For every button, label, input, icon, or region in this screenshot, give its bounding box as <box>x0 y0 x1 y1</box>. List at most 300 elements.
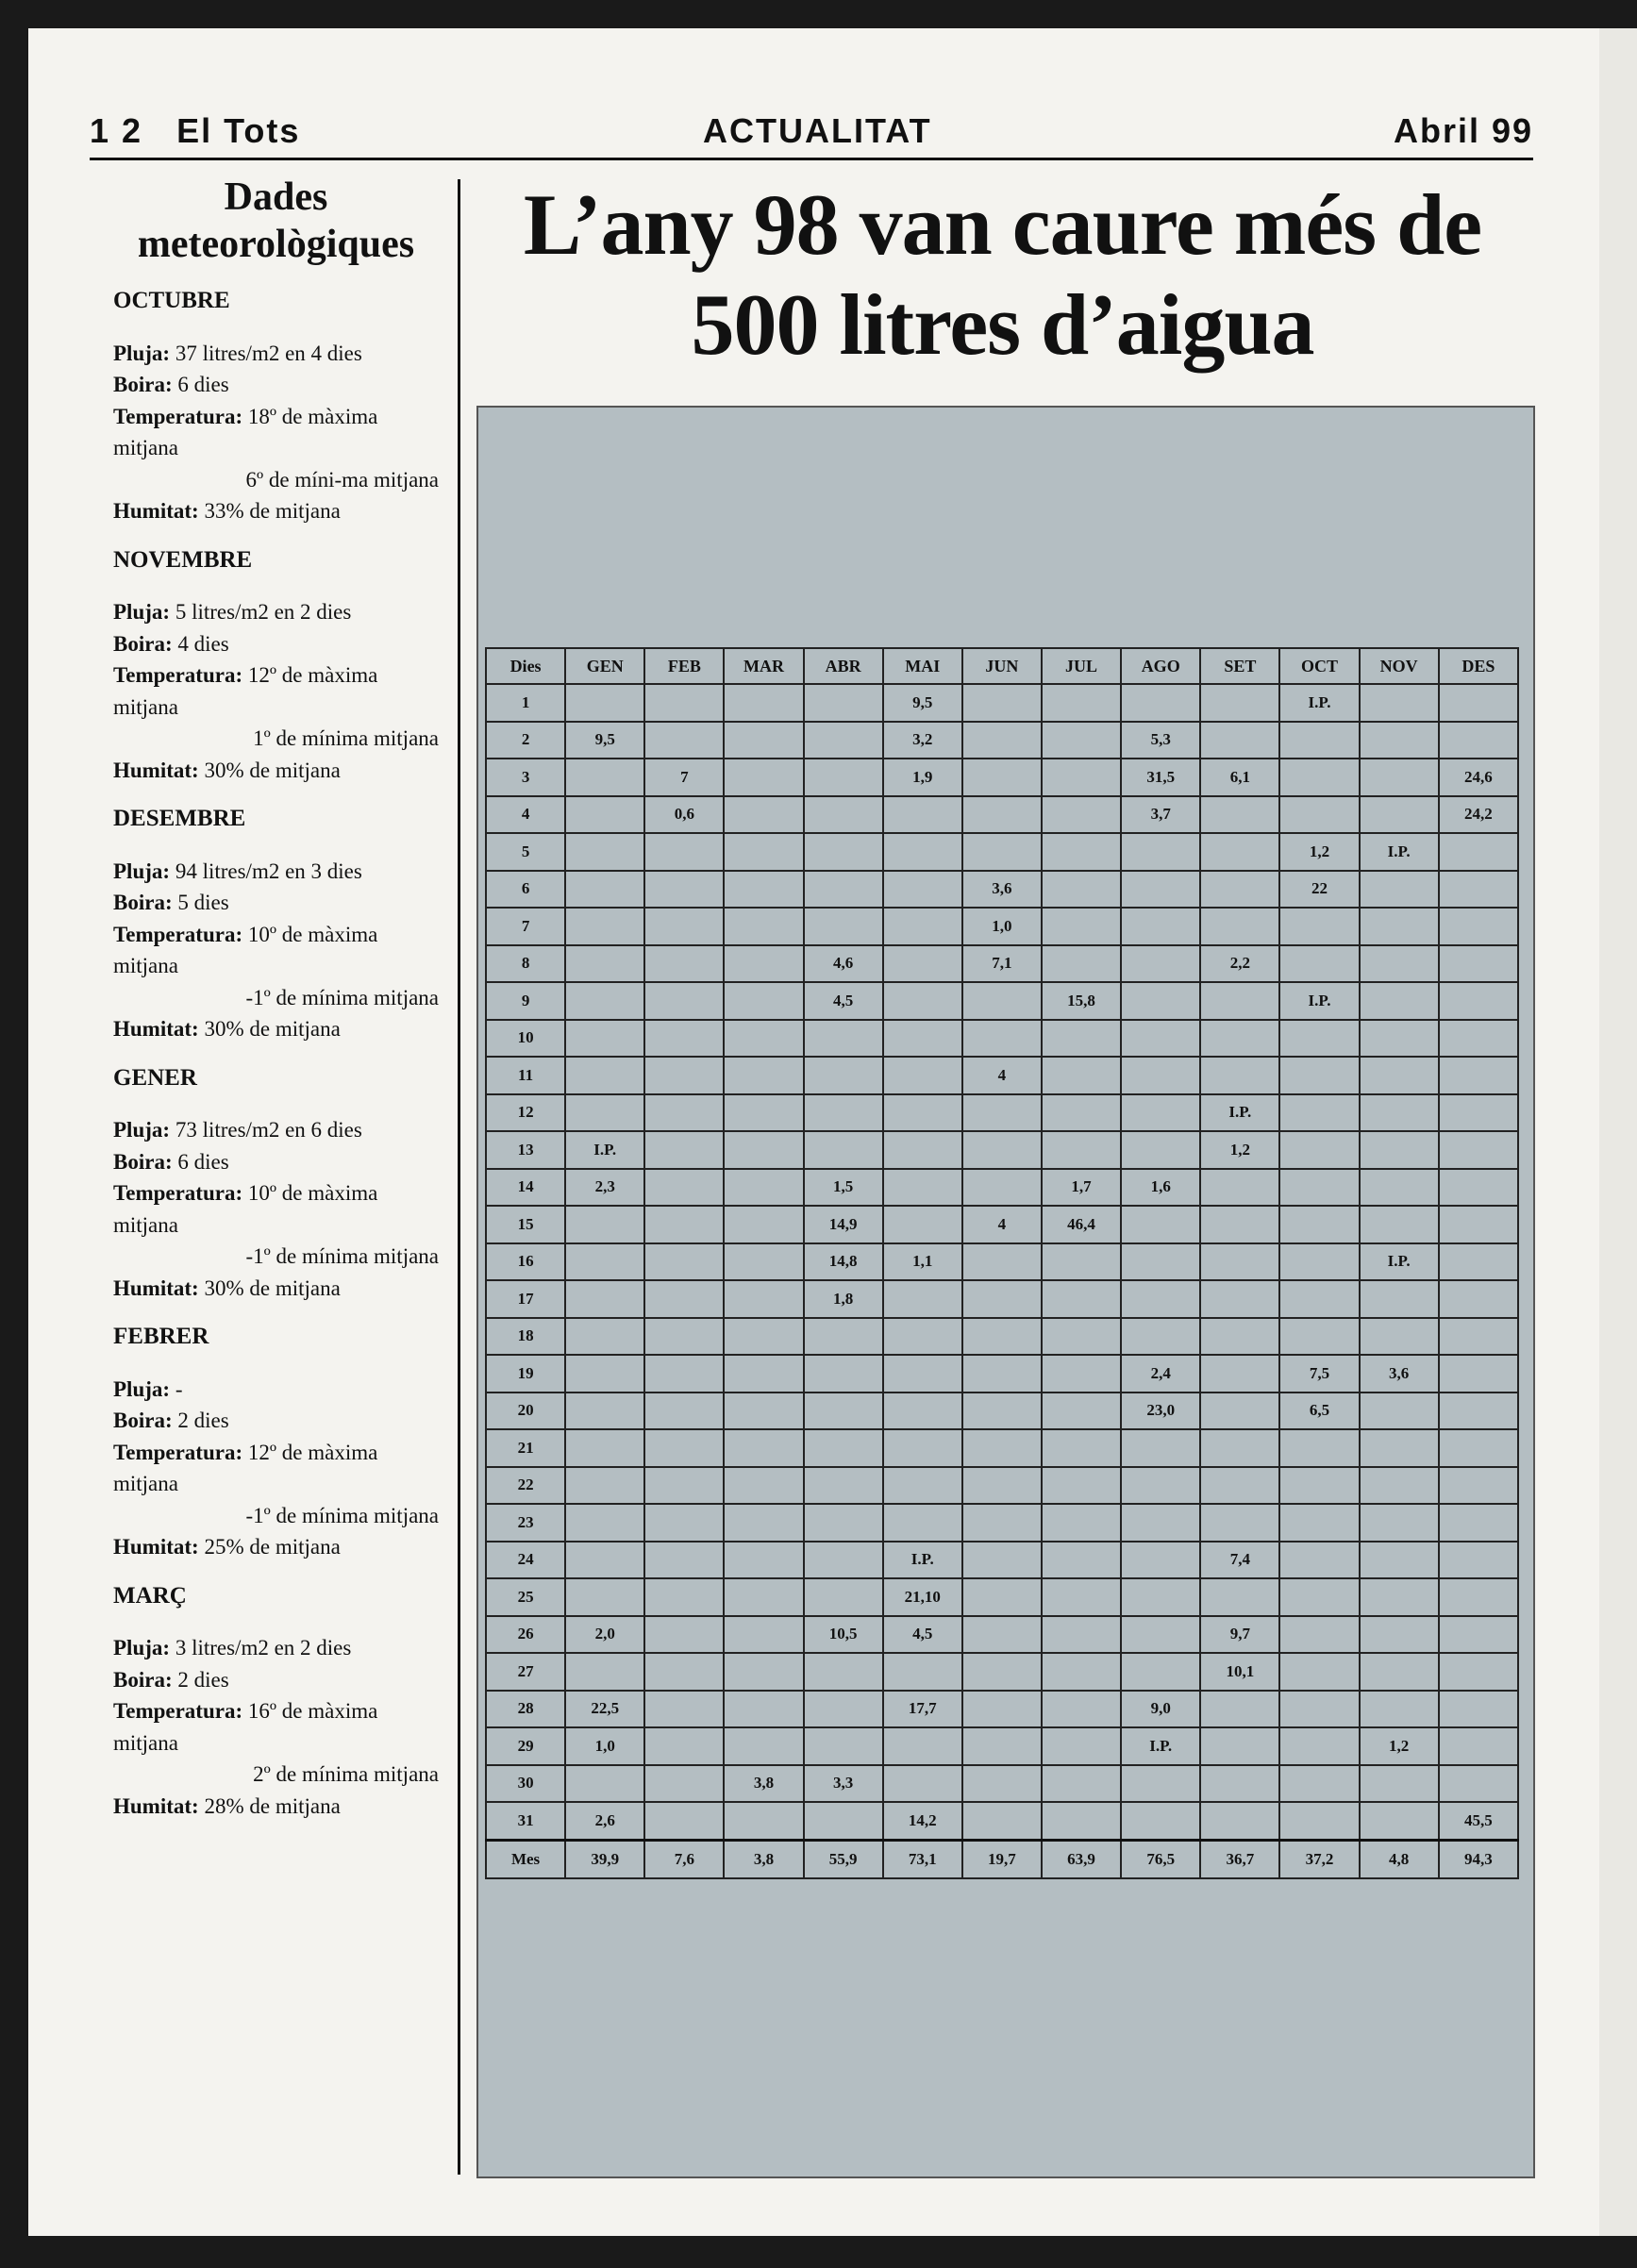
rain-cell <box>1200 908 1279 945</box>
rain-cell <box>962 1094 1042 1132</box>
rain-cell <box>1439 1727 1518 1765</box>
pluja-label: Pluja: <box>113 341 171 365</box>
rain-cell <box>962 1504 1042 1542</box>
rain-cell <box>1200 1802 1279 1840</box>
rain-cell <box>724 1131 803 1169</box>
rain-cell <box>1360 1280 1439 1318</box>
rain-cell <box>1042 1280 1121 1318</box>
rain-cell <box>1360 1467 1439 1505</box>
boira-label: Boira: <box>113 631 173 656</box>
rain-cell <box>883 796 962 834</box>
rain-cell <box>962 1765 1042 1803</box>
rain-cell <box>644 1467 724 1505</box>
pluja-line <box>113 856 439 888</box>
rain-cell <box>962 1691 1042 1728</box>
table-row <box>486 1355 1518 1392</box>
table-row <box>486 1392 1518 1430</box>
humitat-value: 30% de mitjana <box>204 1017 341 1041</box>
rain-cell <box>1042 1653 1121 1691</box>
day-cell: 15 <box>486 1206 565 1243</box>
column-header: JUL <box>1042 648 1121 684</box>
rain-cell <box>1121 684 1200 722</box>
rain-cell <box>962 982 1042 1020</box>
rain-cell <box>1360 722 1439 759</box>
rain-cell <box>1279 1467 1359 1505</box>
rain-cell <box>1042 1094 1121 1132</box>
rain-cell <box>1360 1429 1439 1467</box>
rain-cell <box>804 833 883 871</box>
month-name: OCTUBRE <box>113 288 230 313</box>
rain-cell <box>1121 1429 1200 1467</box>
page-number-and-publication <box>90 111 300 151</box>
rain-cell <box>565 1653 644 1691</box>
boira-value: 5 dies <box>177 891 229 914</box>
day-cell: 1 <box>486 684 565 722</box>
rain-cell <box>1200 1765 1279 1803</box>
rain-cell <box>1200 1169 1279 1207</box>
rain-cell <box>1200 1691 1279 1728</box>
boira-label: Boira: <box>113 1667 173 1692</box>
day-cell: 16 <box>486 1243 565 1281</box>
rain-cell <box>1439 1504 1518 1542</box>
rain-cell: 1,1 <box>883 1243 962 1281</box>
rain-cell <box>1042 1429 1121 1467</box>
month-total-cell: 7,6 <box>644 1840 724 1878</box>
rain-cell <box>724 1429 803 1467</box>
rain-cell: 3,3 <box>804 1765 883 1803</box>
rain-cell <box>1042 945 1121 983</box>
rain-cell <box>1439 1691 1518 1728</box>
boira-label: Boira: <box>113 1409 173 1432</box>
rain-cell <box>1200 1020 1279 1058</box>
rain-cell <box>565 1094 644 1132</box>
rain-cell <box>565 1206 644 1243</box>
temp-label: Temperatura: <box>113 1440 243 1464</box>
rain-cell: 0,6 <box>644 796 724 834</box>
month-total-cell: 19,7 <box>962 1840 1042 1878</box>
rain-cell <box>724 1057 803 1094</box>
rain-cell <box>1439 1542 1518 1579</box>
day-cell: 3 <box>486 759 565 796</box>
humitat-label: Humitat: <box>113 758 199 782</box>
day-cell: 17 <box>486 1280 565 1318</box>
rain-cell: 1,0 <box>962 908 1042 945</box>
month-name: NOVEMBRE <box>113 546 253 573</box>
rain-cell: I.P. <box>1279 684 1359 722</box>
rain-cell <box>1121 1467 1200 1505</box>
rainfall-table <box>485 647 1519 1879</box>
rain-cell: 31,5 <box>1121 759 1200 796</box>
totals-row <box>486 1840 1518 1878</box>
pluja-label: Pluja: <box>113 859 171 883</box>
rain-cell <box>1200 833 1279 871</box>
rain-cell <box>644 1392 724 1430</box>
boira-line <box>113 369 439 401</box>
column-header: SET <box>1200 648 1279 684</box>
rain-cell <box>804 1429 883 1467</box>
humitat-value: 25% de mitjana <box>204 1535 341 1559</box>
rain-cell: 3,6 <box>962 871 1042 909</box>
temp-max-line <box>113 919 439 982</box>
day-cell: 4 <box>486 796 565 834</box>
rain-cell <box>1121 1318 1200 1356</box>
temp-min-value: -1º de mínima mitjana <box>245 1503 439 1527</box>
rain-cell <box>804 1504 883 1542</box>
rain-cell <box>804 871 883 909</box>
rain-cell <box>724 1355 803 1392</box>
rain-cell <box>724 1318 803 1356</box>
rain-cell <box>883 871 962 909</box>
rain-cell <box>644 1206 724 1243</box>
rain-cell <box>565 908 644 945</box>
rain-cell <box>1439 684 1518 722</box>
rain-cell <box>1042 796 1121 834</box>
rain-cell <box>804 1727 883 1765</box>
temp-min-line <box>113 1759 439 1791</box>
rain-cell: 5,3 <box>1121 722 1200 759</box>
column-header: GEN <box>565 648 644 684</box>
day-cell: 10 <box>486 1020 565 1058</box>
rain-cell: 2,2 <box>1200 945 1279 983</box>
rain-cell <box>1200 1057 1279 1094</box>
temp-label: Temperatura: <box>113 1181 243 1205</box>
rain-cell <box>1439 833 1518 871</box>
rain-cell <box>962 833 1042 871</box>
rain-cell <box>644 684 724 722</box>
publication-name: El Tots <box>176 111 301 150</box>
month-total-cell: 37,2 <box>1279 1840 1359 1878</box>
rain-cell: 14,9 <box>804 1206 883 1243</box>
pluja-label: Pluja: <box>113 1636 171 1659</box>
page-number: 1 2 <box>90 111 143 150</box>
rain-cell <box>1360 684 1439 722</box>
rain-cell <box>1360 1020 1439 1058</box>
rain-cell <box>565 1504 644 1542</box>
rain-cell <box>1121 945 1200 983</box>
rain-cell <box>1279 1616 1359 1654</box>
table-row <box>486 1542 1518 1579</box>
rain-cell <box>1279 1542 1359 1579</box>
rain-cell <box>962 796 1042 834</box>
day-cell: 19 <box>486 1355 565 1392</box>
rain-cell <box>962 1280 1042 1318</box>
rain-cell <box>1200 722 1279 759</box>
rain-cell <box>1439 1280 1518 1318</box>
rain-cell <box>565 1392 644 1430</box>
rain-cell <box>1042 871 1121 909</box>
rain-cell <box>1042 833 1121 871</box>
column-header: MAR <box>724 648 803 684</box>
humitat-value: 33% de mitjana <box>204 499 341 523</box>
temp-max-line <box>113 659 439 723</box>
rain-cell <box>1279 1765 1359 1803</box>
day-cell: 5 <box>486 833 565 871</box>
rain-cell <box>1042 1802 1121 1840</box>
rain-cell: 17,7 <box>883 1691 962 1728</box>
rain-cell <box>1360 1578 1439 1616</box>
table-row <box>486 796 1518 834</box>
temp-max-value: 10º de màxima mitjana <box>113 922 378 977</box>
table-row <box>486 982 1518 1020</box>
day-cell: 25 <box>486 1578 565 1616</box>
rain-cell: 9,5 <box>565 722 644 759</box>
rain-cell: 45,5 <box>1439 1802 1518 1840</box>
rain-cell <box>883 982 962 1020</box>
rain-cell <box>1200 1504 1279 1542</box>
table-body <box>486 684 1518 1878</box>
rain-cell: 4,5 <box>804 982 883 1020</box>
rain-cell <box>1200 1467 1279 1505</box>
rain-cell <box>1121 1578 1200 1616</box>
day-cell: 27 <box>486 1653 565 1691</box>
column-header: FEB <box>644 648 724 684</box>
temp-min-value: 6º de míni-ma mitjana <box>245 467 439 492</box>
rain-cell: 22 <box>1279 871 1359 909</box>
pluja-line <box>113 338 439 370</box>
rain-cell <box>804 722 883 759</box>
rain-cell: I.P. <box>1200 1094 1279 1132</box>
rain-cell <box>1121 1280 1200 1318</box>
month-total-cell: 36,7 <box>1200 1840 1279 1878</box>
rain-cell <box>644 1020 724 1058</box>
rain-cell <box>565 759 644 796</box>
rain-cell <box>962 1727 1042 1765</box>
rain-cell <box>1439 1318 1518 1356</box>
rain-cell <box>724 945 803 983</box>
rain-cell <box>1360 759 1439 796</box>
table-row <box>486 1504 1518 1542</box>
rain-cell <box>804 796 883 834</box>
temp-min-value: 1º de mínima mitjana <box>253 726 439 750</box>
pluja-value: 5 litres/m2 en 2 dies <box>175 600 352 624</box>
day-cell: 26 <box>486 1616 565 1654</box>
rain-cell <box>1279 1057 1359 1094</box>
rain-cell <box>962 684 1042 722</box>
rain-cell: 46,4 <box>1042 1206 1121 1243</box>
rain-cell: 1,8 <box>804 1280 883 1318</box>
table-row <box>486 722 1518 759</box>
day-cell: 24 <box>486 1542 565 1579</box>
rain-cell <box>724 1243 803 1281</box>
humitat-line <box>113 755 439 787</box>
pluja-label: Pluja: <box>113 600 171 624</box>
day-cell: 21 <box>486 1429 565 1467</box>
boira-line <box>113 887 439 919</box>
rain-cell <box>724 1802 803 1840</box>
month-name: DESEMBRE <box>113 806 246 831</box>
rain-cell <box>804 1802 883 1840</box>
rain-cell <box>1042 1727 1121 1765</box>
humitat-line <box>113 1273 439 1305</box>
boira-label: Boira: <box>113 891 173 914</box>
rain-cell <box>962 1616 1042 1654</box>
rain-cell <box>1279 1504 1359 1542</box>
rain-cell <box>804 1653 883 1691</box>
table-row <box>486 1727 1518 1765</box>
month-total-cell: 4,8 <box>1360 1840 1439 1878</box>
rain-cell <box>724 1691 803 1728</box>
month-block <box>113 544 439 787</box>
temp-min-line <box>113 1500 439 1532</box>
totals-label: Mes <box>486 1840 565 1878</box>
rain-cell <box>962 1542 1042 1579</box>
rain-cell <box>724 1578 803 1616</box>
table-row <box>486 1020 1518 1058</box>
rain-cell: I.P. <box>883 1542 962 1579</box>
rain-cell <box>1042 1318 1121 1356</box>
humitat-label: Humitat: <box>113 499 199 523</box>
header-rule <box>90 158 1533 160</box>
rain-cell <box>1121 982 1200 1020</box>
day-cell: 29 <box>486 1727 565 1765</box>
rain-cell <box>1360 1169 1439 1207</box>
rain-cell <box>644 1131 724 1169</box>
table-row <box>486 833 1518 871</box>
day-cell: 14 <box>486 1169 565 1207</box>
rain-cell <box>1279 1318 1359 1356</box>
column-header: NOV <box>1360 648 1439 684</box>
rain-cell <box>1279 1578 1359 1616</box>
temp-label: Temperatura: <box>113 404 243 428</box>
rain-cell: 3,2 <box>883 722 962 759</box>
rain-cell <box>1279 722 1359 759</box>
rain-cell: 1,9 <box>883 759 962 796</box>
rain-cell <box>1360 871 1439 909</box>
rain-cell <box>644 1243 724 1281</box>
rain-cell <box>565 1429 644 1467</box>
rain-cell <box>644 1504 724 1542</box>
rain-cell <box>565 1020 644 1058</box>
rain-cell <box>1360 1131 1439 1169</box>
rain-cell <box>1042 1131 1121 1169</box>
day-cell: 11 <box>486 1057 565 1094</box>
rain-cell: 21,10 <box>883 1578 962 1616</box>
table-row <box>486 1691 1518 1728</box>
temp-max-value: 10º de màxima mitjana <box>113 1181 378 1237</box>
rain-cell <box>1279 1131 1359 1169</box>
rain-cell <box>1360 1094 1439 1132</box>
month-block <box>113 1062 439 1305</box>
rain-cell <box>1279 908 1359 945</box>
table-row <box>486 871 1518 909</box>
month-total-cell: 63,9 <box>1042 1840 1121 1878</box>
rain-cell <box>962 759 1042 796</box>
rain-cell <box>1200 1578 1279 1616</box>
rain-cell <box>1200 1243 1279 1281</box>
rain-cell: 7,4 <box>1200 1542 1279 1579</box>
rain-cell <box>1121 1542 1200 1579</box>
rain-cell <box>962 1392 1042 1430</box>
humitat-value: 30% de mitjana <box>204 1276 341 1300</box>
rain-cell <box>1439 871 1518 909</box>
pluja-value: - <box>175 1376 183 1401</box>
rain-cell <box>1279 1653 1359 1691</box>
pluja-line <box>113 1632 439 1664</box>
table-row <box>486 759 1518 796</box>
rain-cell <box>1042 1020 1121 1058</box>
rain-cell: 1,7 <box>1042 1169 1121 1207</box>
humitat-line <box>113 495 439 527</box>
rain-cell <box>724 1542 803 1579</box>
rain-cell: 3,6 <box>1360 1355 1439 1392</box>
rain-cell <box>1121 1057 1200 1094</box>
rain-cell <box>644 1355 724 1392</box>
rain-cell <box>1439 1392 1518 1430</box>
rain-cell <box>883 1020 962 1058</box>
month-block <box>113 1321 439 1563</box>
sidebar-title: Dades meteorològiques <box>137 175 415 266</box>
table-row <box>486 1765 1518 1803</box>
rain-cell: 10,1 <box>1200 1653 1279 1691</box>
rain-cell <box>1121 908 1200 945</box>
rain-cell: 3,8 <box>724 1765 803 1803</box>
rain-cell <box>883 1057 962 1094</box>
rain-cell: 24,6 <box>1439 759 1518 796</box>
rain-cell: 14,8 <box>804 1243 883 1281</box>
rain-cell <box>1360 1765 1439 1803</box>
day-cell: 13 <box>486 1131 565 1169</box>
rain-cell <box>1200 1355 1279 1392</box>
weather-sidebar <box>113 170 439 1822</box>
rain-cell <box>962 1169 1042 1207</box>
rain-cell <box>1360 1802 1439 1840</box>
rain-cell <box>565 1057 644 1094</box>
boira-value: 2 dies <box>177 1667 229 1692</box>
page-edge <box>1599 28 1637 2236</box>
rain-cell <box>883 908 962 945</box>
temp-max-line <box>113 1177 439 1241</box>
rain-cell <box>883 945 962 983</box>
humitat-label: Humitat: <box>113 1793 199 1818</box>
rain-cell: I.P. <box>565 1131 644 1169</box>
rain-cell <box>962 1802 1042 1840</box>
humitat-value: 30% de mitjana <box>204 758 341 782</box>
rain-cell <box>1439 1467 1518 1505</box>
rain-cell <box>565 1280 644 1318</box>
rain-cell <box>1439 1020 1518 1058</box>
month-name: FEBRER <box>113 1324 209 1349</box>
rain-cell <box>804 684 883 722</box>
day-cell: 31 <box>486 1802 565 1840</box>
rain-cell <box>1121 1765 1200 1803</box>
rain-cell <box>724 1169 803 1207</box>
rain-cell <box>724 1392 803 1430</box>
temp-min-value: -1º de mínima mitjana <box>245 1244 439 1268</box>
temp-label: Temperatura: <box>113 922 243 946</box>
rain-cell <box>1121 1020 1200 1058</box>
humitat-line <box>113 1013 439 1045</box>
rain-cell <box>644 1169 724 1207</box>
rain-cell <box>804 1542 883 1579</box>
rain-cell <box>644 871 724 909</box>
day-cell: 12 <box>486 1094 565 1132</box>
rain-cell <box>644 1318 724 1356</box>
rain-cell <box>1200 684 1279 722</box>
rain-cell <box>1279 1727 1359 1765</box>
rain-cell <box>724 833 803 871</box>
rain-cell <box>724 796 803 834</box>
rain-cell <box>565 796 644 834</box>
rain-cell <box>804 1578 883 1616</box>
day-cell: 28 <box>486 1691 565 1728</box>
rain-cell <box>1439 1765 1518 1803</box>
rain-cell <box>1439 908 1518 945</box>
rain-cell <box>1042 908 1121 945</box>
rain-cell <box>565 871 644 909</box>
rain-cell <box>1042 759 1121 796</box>
rain-cell <box>565 1578 644 1616</box>
temp-max-value: 12º de màxima mitjana <box>113 663 378 719</box>
